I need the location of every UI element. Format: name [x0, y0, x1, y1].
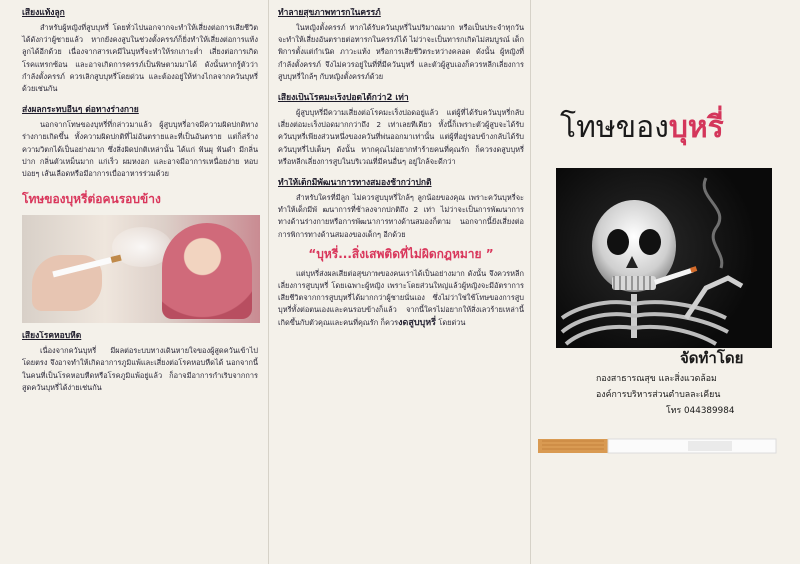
cigarette-image — [538, 435, 778, 457]
cigarette-icon — [538, 435, 778, 457]
para-lung-cancer: ผู้สูบบุหรี่มีความเสี่ยงต่อโรคมะเร็งปอดอยู่แล้ว แต่ผู้ที่ได้รับควันบุหรี่กลับเสี่ยงต่อมะเร็งปอดมากกว่าถึง 2 เท่าเลยทีเดียว ทั้งนี้ก็เพราะตัวผู้สูบจะได้รับควันบุหรี่เพียงส่วนหนึ่งของควันที่พ่นออกมาเท่านั้น แต่ผู้ที่อยู่รอบข้างกลับได้รับควันบุหรี่ไปเต็มๆ ดังนั้น หากคุณไม่อยากทำร้ายคนที่คุณรัก ก็ควรงดสูบบุหรี่หรือหลีกเลี่ยงการสูบในบริเวณที่มีคนอื่นๆ อยู่ใกล้จะดีกว่า — [278, 108, 524, 166]
heading-fetus: ทำลายสุขภาพทารกในครรภ์ — [278, 8, 381, 18]
organized-by-label: จัดทำโดย — [680, 349, 744, 367]
skull-smoking-image — [556, 168, 772, 348]
heading-child-development: ทำให้เด็กมีพัฒนาการทางสมองช้ากว่าปกติ — [278, 178, 432, 189]
child-smoke-image — [22, 215, 260, 323]
conclusion-tail: โดยด่วน — [436, 317, 466, 327]
left-column — [0, 0, 268, 564]
heading-miscarriage: เสี่ยงแท้งลูก — [22, 8, 65, 18]
para-asthma: เนื่องจากควันบุหรี่ มีผลต่อระบบทางเดินหายใจของผู้สูดควันเข้าไปโดยตรง จึงอาจทำให้เกิดอาการภูมิแพ้และเสี่ยงต่อโรคหอบหืดได้ นอกจากนี้ ในคนที่เป็นโรคหอบหืดหรือโรคภูมิแพ้อยู่แล้ว ก็อาจมีอาการกำเริบจากการสูดควันบุหรี่ได้ง่ายเช่นกัน — [22, 346, 258, 392]
cover-title-plain: โทษของ — [560, 110, 669, 145]
dept-name: กองสาธารณสุข และสิ่งแวดล้อม — [596, 374, 717, 384]
middle-column — [268, 0, 530, 564]
para-child-development: สำหรับใครที่มีลูก ไม่ควรสูบบุหรี่ใกล้ๆ ลูกน้อยของคุณ เพราะควันบุหรี่จะทำให้เด็กมีพั ฒนาการที่ช้าลงจากปกติถึง 2 เท่า ไม่ว่าจะเป็นการพัฒนาการทางด้านร่างกายหรือการพัฒนาการทางด้านสมองก็ตาม นอกจากนี้ยังเสี่ยงต่อการพิการทางด้านสมองของเด็กๆ อีกด้วย — [278, 193, 524, 239]
para-fetus: ในหญิงตั้งครรภ์ หากได้รับควันบุหรี่ในปริมาณมาก หรือเป็นประจำทุกวันจะทำให้เสี่ยงอันตรายต่อทารกในครรภ์ได้ ไม่ว่าจะเป็นทารกเกิดไม่สมบูรณ์ เด็กพิการตั้งแต่กำเนิด ภาวะแท้ง หรือการเสียชีวิตระหว่างคลอด ดังนั้น ผู้หญิงที่กำลังตั้งครรภ์ จึงไม่ควรอยู่ในที่ที่มีควันบุหรี่ และตัวผู้สูบเองก็ควรหลีกเลี่ยงการสูบบุหรี่ใกล้ๆ กับหญิงตั้งครรภ์ด้วย — [278, 23, 524, 81]
conclusion-emphasis: งดสูบบุหรี่ — [398, 317, 437, 328]
heading-lung-cancer: เสี่ยงเป็นโรคมะเร็งปอดได้กว่า2 เท่า — [278, 93, 409, 104]
phone-number: โทร 044389984 — [666, 406, 735, 416]
quote-legal-addiction: “บุหรี่...สิ่งเสพติดที่ไม่ผิดกฎหมาย ” — [308, 246, 494, 261]
conclusion-text: แต่บุหรี่ส่งผลเสียต่อสุขภาพของคนเราได้เป็นอย่างมาก ดังนั้น จึงควรหลีกเลี่ยงการสูบบุหรี่ โดยเฉพาะผู้หญิง เพราะโดยส่วนใหญ่แล้วผู้หญิงจะมีอัตราการเสียชีวิตจากการสูบบุหรี่ได้มากกว่าผู้ชายนั่นเอง ซึ่งไม่ว่าใช่ใช้โทษของการสูบบุหรี่ทั้งต่อตนเองและคนรอบข้างก็แล้ว จากนี้ใครไม่อยากให้สิ่งเลวร้ายเหล่านี้เกิดขึ้นกับตัวคุณและคนที่คุณรัก ก็ควร — [278, 268, 524, 327]
para-body-effects: นอกจากโทษของบุหรี่ที่กล่าวมาแล้ว ผู้สูบบุหรี่อาจมีความผิดปกติทางร่างกายเกิดขึ้น ทั้งความผิดปกติที่ไม่อันตรายและที่เป็นอันตราย แต่ก็สร้างความวิตกได้เป็นอย่างมาก ซึ่งสิ่งผิดปกติเหล่านั้น ได้แก่ ฟันผุ ฟันดำ มีกลิ่นปาก กลิ่นตัวเหม็นมาก แก่เร็ว ผมหงอก และอาจมีอาการเหนื่อยง่าย หอบบ่อยๆ เส้นเลือดหรือมีอาการเบื่ออาหารร่วมด้วย — [22, 120, 258, 179]
org-name: องค์การบริหารส่วนตำบลละเคียน — [596, 390, 721, 400]
heading-body-effects: ส่งผลกระทบอื่นๆ ต่อทางร่างกาย — [22, 105, 139, 116]
para-miscarriage: สำหรับผู้หญิงที่สูบบุหรี่ โดยทั่วไปนอกจากจะทำให้เสี่ยงต่อการเสียชีวิตได้ดังกว่าผู้ชายแล้ว หากยังคงสูบในช่วงตั้งครรภ์ก็ยิ่งทำให้เสี่ยงต่อการแท้งลูกได้อีกด้วย เนื่องจากสารเคมีในบุหรี่จะทำให้รกเกาะต่ำ เสี่ยงต่อการเกิดโรคแทรกซ้อน และอาจเกิดการครรภ์เป็นพิษตามมาได้ ดังนั้นหากรู้ตัวว่ากำลังตั้งครรภ์ ควรเลิกสูบบุหรี่โดยด่วน และต้องอยู่ให้ห่างไกลจากควันบุหรี่ด้วยเช่นกัน — [22, 23, 258, 94]
cover-panel — [530, 0, 800, 564]
para-conclusion — [278, 268, 524, 329]
section-title-secondhand: โทษของบุหรี่ต่อคนรอบข้าง — [22, 192, 161, 207]
cover-title — [560, 108, 790, 148]
cover-title-accent: บุหรี่ — [668, 110, 724, 145]
heading-asthma: เสี่ยงโรคหอบหืด — [22, 331, 82, 342]
skull-smoking-icon — [556, 168, 772, 348]
